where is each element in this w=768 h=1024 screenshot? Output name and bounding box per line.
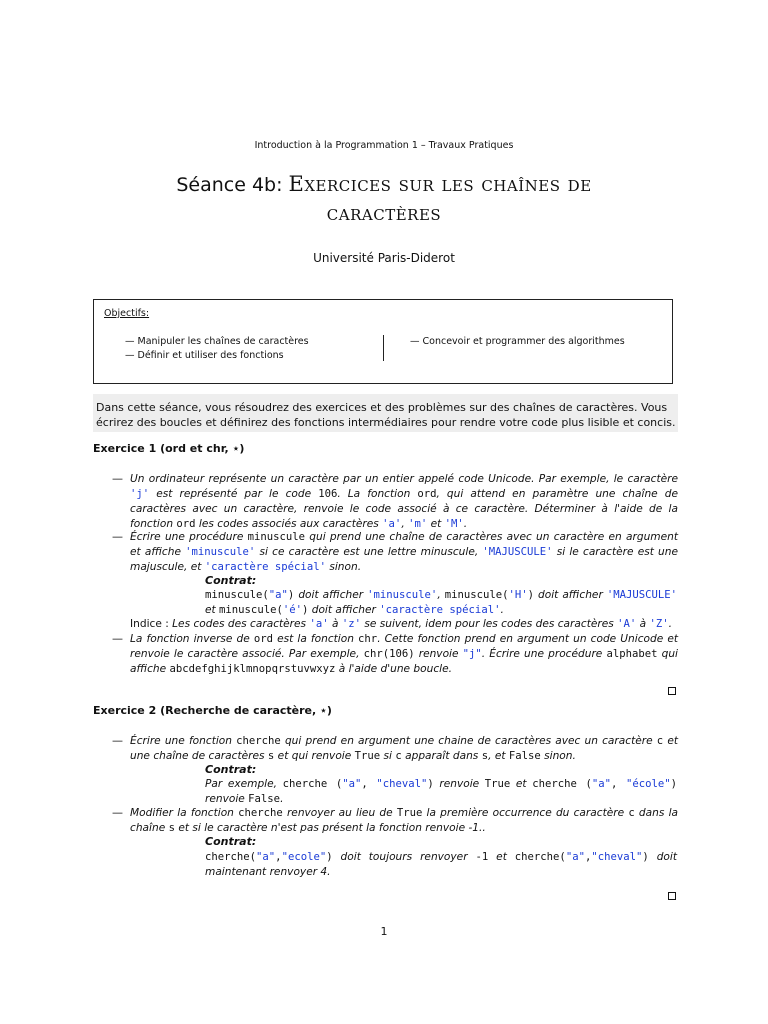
contract-text: minuscule("a") doit afficher 'minuscule', minuscule('H') doit afficher 'MAJUSCULE' et minuscule('é') doit afficher 'caractère spécial'. bbox=[205, 589, 677, 616]
objectives-label: Objectifs: bbox=[104, 308, 150, 319]
contract-label: Contrat: bbox=[205, 835, 257, 848]
contract-text: Par exemple, cherche ("a", "cheval") renvoie True et cherche ("a", "école") renvoie False. bbox=[205, 778, 677, 805]
exercise-2-title: Exercice 2 (Recherche de caractère, ⋆) bbox=[93, 704, 332, 717]
exercise-1-title: Exercice 1 (ord et chr, ⋆) bbox=[93, 442, 245, 455]
page-title-continued bbox=[0, 201, 768, 225]
exercise-1-item-1: Un ordinateur représente un caractère par un entier appelé code Unicode. Par exemple, le caractère 'j' est représenté par le code 106. La fonction ord, qui attend en paramètre une chaîne de caractères avec un caractère, renvoie le code associé à ce caractère. Déterminer à l'aide de la fonction ord les codes associés aux caractères 'a', 'm' et 'M'. bbox=[130, 473, 678, 530]
end-of-exercise-icon bbox=[668, 687, 676, 695]
hint: Indice : Les codes des caractères 'a' à 'z' se suivent, idem pour les codes des caractères 'A' à 'Z'. bbox=[130, 618, 673, 630]
exercise-1-item-3: La fonction inverse de ord est la fonction chr. Cette fonction prend en argument un code Unicode et renvoie le caractère associé. Par exemple, chr(106) renvoie "j". Écrire une procédure alphabet qui affiche abcdefghijklmnopqrstuvwxyz à l'aide d'une boucle. bbox=[130, 633, 678, 675]
page-title bbox=[0, 172, 768, 196]
list-dash: — bbox=[112, 632, 123, 645]
end-of-exercise-icon bbox=[668, 892, 676, 900]
contract-label: Contrat: bbox=[205, 574, 257, 587]
contract-label: Contrat: bbox=[205, 763, 257, 776]
intro-text: Dans cette séance, vous résoudrez des exercices et des problèmes sur des chaînes de caractères. Vous écrirez des boucles et définirez des fonctions intermédiaires pour rendre votre code plus lisible et concis. bbox=[96, 401, 676, 429]
list-dash: — bbox=[112, 806, 123, 819]
exercise-1-item-2: Écrire une procédure minuscule qui prend une chaîne de caractères avec un caractère en argument et affiche 'minuscule' si ce caractère est une lettre minuscule, 'MAJUSCULE' si le caractère est une majuscule, et 'caractère spécial' sinon. bbox=[130, 531, 679, 573]
list-dash: — bbox=[112, 472, 123, 485]
exercise-2-item-2: Modifier la fonction cherche renvoyer au lieu de True la première occurrence du caractère c dans la chaîne s et si le caractère n'est pas présent la fonction renvoie -1.. bbox=[130, 807, 679, 834]
objective-item: — Définir et utiliser des fonctions bbox=[125, 350, 284, 361]
title-prefix: Séance 4b: bbox=[176, 174, 289, 196]
objectives-divider bbox=[383, 335, 384, 361]
list-dash: — bbox=[112, 530, 123, 543]
objective-item: — Manipuler les chaînes de caractères bbox=[125, 336, 309, 347]
objective-item: — Concevoir et programmer des algorithmes bbox=[410, 336, 625, 347]
title-main-continued: caractères bbox=[326, 201, 442, 225]
title-main: Exercices sur les chaînes de bbox=[288, 172, 592, 196]
course-header: Introduction à la Programmation 1 – Travaux Pratiques bbox=[254, 140, 514, 151]
exercise-2-item-1: Écrire une fonction cherche qui prend en argument une chaine de caractères avec un caractère c et une chaîne de caractères s et qui renvoie True si c apparaît dans s, et False sinon. bbox=[130, 735, 678, 762]
contract-text: cherche("a","ecole") doit toujours renvoyer -1 et cherche("a","cheval") doit maintenant renvoyer 4. bbox=[205, 851, 677, 878]
university: Université Paris-Diderot bbox=[313, 251, 455, 265]
list-dash: — bbox=[112, 734, 123, 747]
page-number: 1 bbox=[380, 925, 388, 938]
